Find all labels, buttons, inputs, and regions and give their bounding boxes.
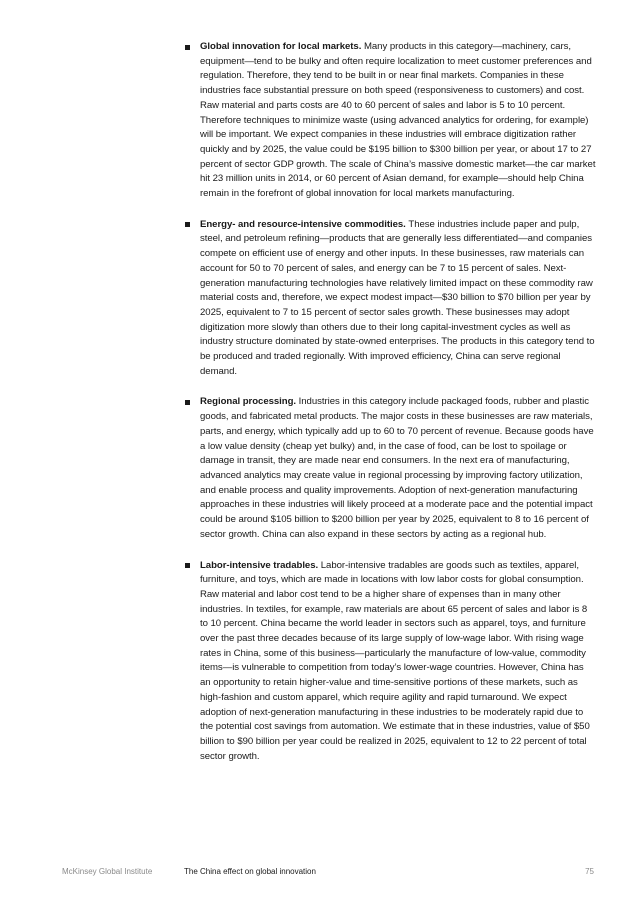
page-number: 75 xyxy=(585,867,594,876)
bullet-text: Labor-intensive tradables are goods such as textiles, apparel, furniture, and toys, which are made in locations with low labor costs for global consumption. Raw material and labor cost tend to be a higher share of expenses than in many other industries. In textiles, for example, raw materials are about 65 percent of sales and labor is 8 to 10 percent. China became the world leader in sectors such as apparel, toys, and furniture over the past three decades because of its large supply of low-wage labor. With rising wage rates in China, some of this business—particularly the manufacture of low-value, commodity items—is vulnerable to competition from today’s lower-wage countries. However, China has an opportunity to retain higher-value and time-sensitive portions of these markets, such as high-fashion and custom apparel, which require agility and rapid turnaround. We expect adoption of next-generation manufacturing in these industries to be moderately rapid due to the potential cost savings from automation. We estimate that in these industries, value of $50 billion to $90 billion per year could be realized in 2025, equivalent to 12 to 22 percent of total sector growth. xyxy=(200,559,590,762)
bullet-item-global-innovation xyxy=(184,40,596,202)
bullet-text: These industries include paper and pulp, steel, and petroleum refining—products that are generally less differentiated—and companies compete on efficient use of energy and other inputs. In these businesses, raw materials can account for 50 to 70 percent of sales, and energy can be 7 to 15 percent of sales. Next-generation manufacturing technologies have relatively limited impact on these commodity raw material costs and, therefore, we expect modest impact—$30 billion to $70 billion per year by 2025, equivalent to 7 to 15 percent of sector sales growth. These businesses may adopt digitization more slowly than others due to their long capital-investment cycles as well as industry structure dominated by state-owned enterprises. The products in this category tend to be produced and traded regionally. With improved efficiency, China can serve regional demand. xyxy=(200,218,595,377)
footer-document-title: The China effect on global innovation xyxy=(184,867,316,876)
bullet-square-icon xyxy=(185,563,190,568)
bullet-item-regional-processing xyxy=(184,395,596,542)
bullet-square-icon xyxy=(185,400,190,405)
bullet-item-labor-intensive xyxy=(184,559,596,765)
main-content xyxy=(184,40,596,780)
bullet-square-icon xyxy=(185,45,190,50)
bullet-text: Many products in this category—machinery, cars, equipment—tend to be bulky and often require localization to meet customer preferences and regulation. Therefore, they tend to be built in or near final markets. Companies in these industries face substantial pressure on both speed (responsiveness to customers) and cost. Raw material and parts costs are 40 to 60 percent of sales and labor is 5 to 10 percent. Therefore techniques to minimize waste (using advanced analytics for ordering, for example) will be important. We expect companies in these industries will embrace digitization rather quickly and by 2025, the value could be $195 billion to $300 billion per year, or about 17 to 27 percent of sector GDP growth. The scale of China’s massive domestic market—the car market hit 23 million units in 2014, or 60 percent of Asian demand, for example—should help China remain in the forefront of global innovation for local markets manufacturing. xyxy=(200,41,596,200)
bullet-square-icon xyxy=(185,222,190,227)
bullet-item-energy-commodities xyxy=(184,218,596,380)
bullet-title: Labor-intensive tradables. xyxy=(200,559,321,571)
bullet-text: Industries in this category include packaged foods, rubber and plastic goods, and fabricated metal products. The major costs in these businesses are raw materials, parts, and energy, which typically add up to 60 to 70 percent of revenue. Because goods have a low value density (cheap yet bulky) and, in the case of food, can be lost to spoilage or damage in transit, they are made near end consumers. In the next era of manufacturing, advanced analytics may create value in regional processing by improving factory utilization, and enable process and quality improvements. Adoption of next-generation manufacturing approaches in these industries will likely proceed at a moderate pace and the potential impact could be around $105 billion to $200 billion per year by 2025, equivalent to 8 to 16 percent of sector growth. China can also expand in these sectors by acting as a regional hub. xyxy=(200,396,594,540)
bullet-title: Global innovation for local markets. xyxy=(200,41,364,52)
bullet-title: Energy- and resource-intensive commodities. xyxy=(200,218,409,230)
bullet-title: Regional processing. xyxy=(200,396,299,408)
footer-publisher: McKinsey Global Institute xyxy=(62,867,153,876)
